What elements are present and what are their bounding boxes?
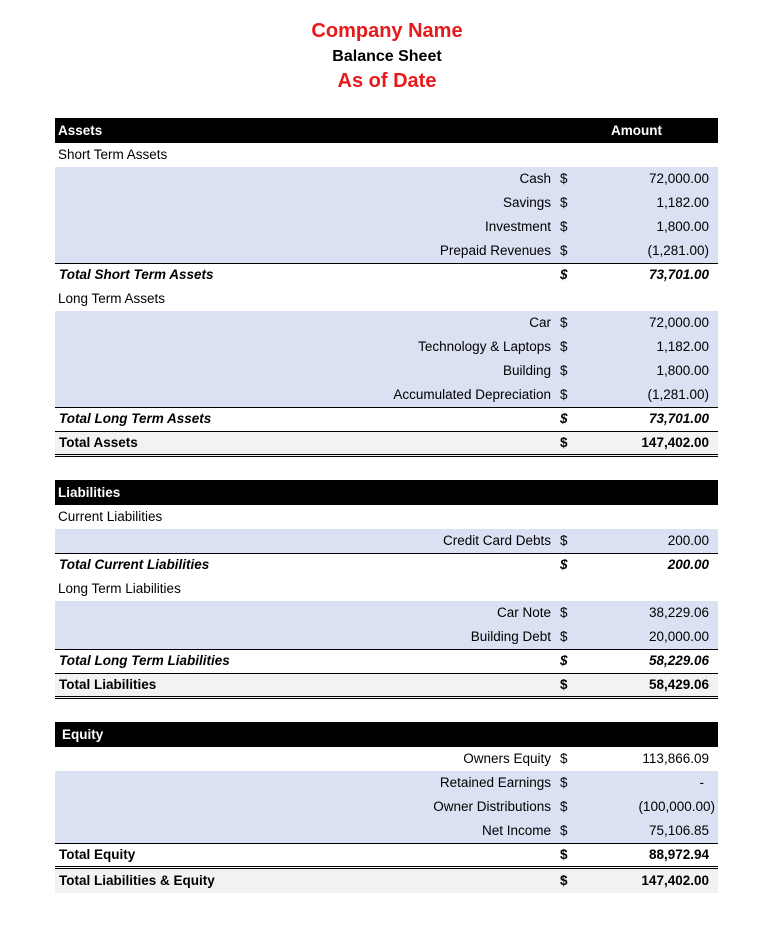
sheet-title: Balance Sheet (332, 48, 442, 65)
item-label: Net Income (481, 823, 551, 838)
company-name: Company Name (311, 20, 463, 42)
subtotal-label: Total Long Term Liabilities (59, 653, 230, 668)
total-amount: 58,429.06 (648, 677, 709, 692)
item-amount: 72,000.00 (648, 315, 709, 330)
subtotal-row (55, 553, 718, 577)
currency-symbol: $ (560, 751, 568, 766)
item-amount: 1,800.00 (656, 363, 709, 378)
total-row (55, 431, 718, 457)
item-amount: 1,182.00 (656, 339, 709, 354)
currency-symbol: $ (560, 435, 568, 450)
currency-symbol: $ (560, 315, 568, 330)
item-amount: (100,000.00) (638, 799, 715, 814)
item-label: Technology & Laptops (418, 339, 551, 354)
currency-symbol: $ (560, 195, 568, 210)
currency-symbol: $ (560, 847, 568, 862)
total-amount: 147,402.00 (641, 435, 709, 450)
assets-title: Assets (58, 123, 103, 138)
line-item (55, 335, 718, 359)
item-amount: 38,229.06 (648, 605, 709, 620)
item-label: Building Debt (470, 629, 551, 644)
item-amount: 1,182.00 (656, 195, 709, 210)
total-amount: 88,972.94 (648, 847, 709, 862)
currency-symbol: $ (560, 387, 568, 402)
liabilities-header-bar (55, 480, 718, 505)
currency-symbol: $ (560, 171, 568, 186)
as-of-date: As of Date (337, 70, 437, 92)
item-label: Car Note (496, 605, 551, 620)
currency-symbol: $ (560, 677, 568, 692)
line-item (55, 819, 718, 843)
total-label: Total Liabilities (59, 677, 157, 692)
item-label: Owners Equity (463, 751, 551, 766)
line-item (55, 359, 718, 383)
currency-symbol: $ (560, 823, 568, 838)
assets-header (55, 118, 718, 143)
currency-symbol: $ (560, 775, 568, 790)
equity-header-bar (55, 722, 718, 747)
subtotal-amount: 73,701.00 (648, 411, 709, 426)
subtotal-amount: 58,229.06 (648, 653, 709, 668)
currency-symbol: $ (560, 557, 568, 572)
long-term-assets-label: Long Term Assets (58, 291, 166, 306)
section-gap (55, 699, 718, 722)
item-label: Investment (484, 219, 551, 234)
line-item (55, 601, 718, 625)
section-gap (55, 457, 718, 480)
equity-header (55, 722, 718, 747)
subtotal-amount: 200.00 (667, 557, 709, 572)
item-amount: (1,281.00) (647, 243, 709, 258)
line-item (55, 215, 718, 239)
total-label: Total Equity (59, 847, 136, 862)
grand-total-label: Total Liabilities & Equity (59, 873, 215, 888)
currency-symbol: $ (560, 363, 568, 378)
currency-symbol: $ (560, 653, 568, 668)
item-amount: 20,000.00 (648, 629, 709, 644)
balance-sheet-table (55, 118, 718, 893)
item-amount: 1,800.00 (656, 219, 709, 234)
line-item (55, 529, 718, 553)
long-term-liabilities-label: Long Term Liabilities (58, 581, 181, 596)
subtotal-amount: 73,701.00 (648, 267, 709, 282)
short-term-assets-label: Short Term Assets (58, 147, 168, 162)
current-liabilities-label: Current Liabilities (58, 509, 163, 524)
currency-symbol: $ (560, 533, 568, 548)
subtotal-row (55, 649, 718, 673)
assets-header-bar (55, 118, 553, 143)
total-row (55, 673, 718, 699)
line-item (55, 795, 718, 819)
currency-symbol: $ (560, 411, 568, 426)
item-label: Building (502, 363, 551, 378)
line-item (55, 191, 718, 215)
currency-symbol: $ (560, 339, 568, 354)
subtotal-label: Total Current Liabilities (59, 557, 210, 572)
item-label: Cash (519, 171, 551, 186)
item-amount: 113,866.09 (642, 751, 709, 766)
item-label: Owner Distributions (433, 799, 551, 814)
currency-symbol: $ (560, 243, 568, 258)
total-label: Total Assets (59, 435, 138, 450)
subtotal-label: Total Long Term Assets (59, 411, 212, 426)
line-item (55, 747, 718, 771)
currency-symbol: $ (560, 219, 568, 234)
grand-total-row (55, 869, 718, 893)
line-item (55, 771, 718, 795)
liabilities-header (55, 480, 718, 505)
subtotal-row (55, 263, 718, 287)
item-label: Credit Card Debts (442, 533, 551, 548)
currency-symbol: $ (560, 267, 568, 282)
item-label: Prepaid Revenues (439, 243, 551, 258)
amount-header: Amount (611, 123, 662, 138)
line-item (55, 239, 718, 263)
item-label: Car (529, 315, 551, 330)
item-amount: (1,281.00) (647, 387, 709, 402)
currency-symbol: $ (560, 605, 568, 620)
line-item (55, 167, 718, 191)
item-amount: 75,106.85 (648, 823, 709, 838)
item-label: Retained Earnings (439, 775, 551, 790)
line-item (55, 383, 718, 407)
item-label: Savings (502, 195, 551, 210)
line-item (55, 625, 718, 649)
item-label: Accumulated Depreciation (393, 387, 551, 402)
total-row (55, 843, 718, 869)
grand-total-amount: 147,402.00 (641, 873, 709, 888)
subtotal-label: Total Short Term Assets (59, 267, 214, 282)
equity-title: Equity (62, 727, 104, 742)
line-item (55, 311, 718, 335)
item-amount: 200.00 (667, 533, 709, 548)
currency-symbol: $ (560, 629, 568, 644)
liabilities-title: Liabilities (58, 485, 121, 500)
currency-symbol: $ (560, 799, 568, 814)
item-amount: - (699, 775, 704, 790)
item-amount: 72,000.00 (648, 171, 709, 186)
currency-symbol: $ (560, 873, 568, 888)
subtotal-row (55, 407, 718, 431)
